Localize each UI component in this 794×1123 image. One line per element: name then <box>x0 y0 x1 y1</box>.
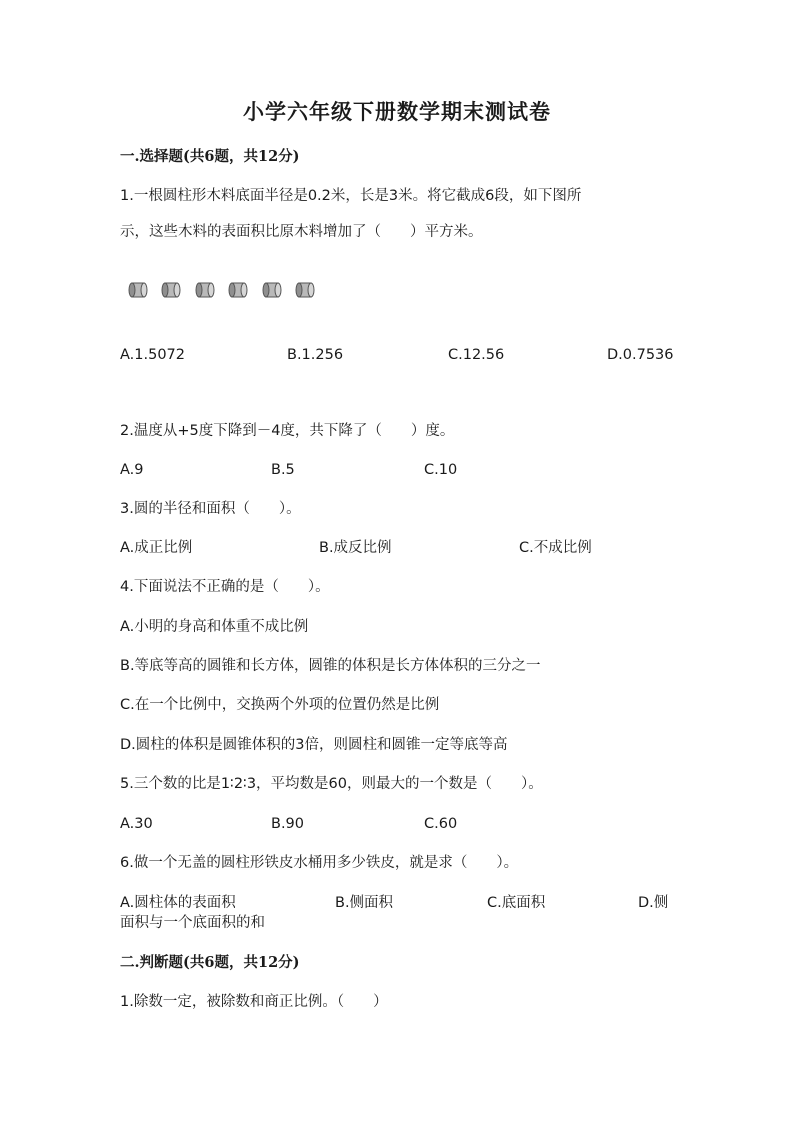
q6-option-d: D.侧 <box>638 895 669 911</box>
q1-option-b: B.1.256 <box>287 347 344 363</box>
q3-option-a: A.成正比例 <box>120 540 193 556</box>
q1-option-d: D.0.7536 <box>607 347 674 363</box>
cylinder-piece-icon <box>128 281 148 299</box>
judge-question-1: 1.除数一定，被除数和商正比例。（ ） <box>120 994 388 1010</box>
question-1-line-2: 示，这些木料的表面积比原木料增加了（ ）平方米。 <box>120 224 483 240</box>
q5-option-b: B.90 <box>271 816 305 832</box>
q2-option-b: B.5 <box>271 462 295 478</box>
question-6: 6.做一个无盖的圆柱形铁皮水桶用多少铁皮，就是求（ ）。 <box>120 855 519 871</box>
q5-option-c: C.60 <box>424 816 458 832</box>
cylinder-piece-icon <box>295 281 315 299</box>
q2-option-c: C.10 <box>424 462 458 478</box>
q1-option-c: C.12.56 <box>448 347 505 363</box>
section-header-judge: 二.判断题(共6题，共12分) <box>120 954 300 971</box>
q3-option-b: B.成反比例 <box>319 540 392 556</box>
q6-option-a: A.圆柱体的表面积 <box>120 895 236 911</box>
q1-option-a: A.1.5072 <box>120 347 186 363</box>
section-header-choice: 一.选择题(共6题，共12分) <box>120 148 300 165</box>
cylinder-piece-icon <box>195 281 215 299</box>
question-2: 2.温度从+5度下降到－4度，共下降了（ ）度。 <box>120 423 455 439</box>
q2-option-a: A.9 <box>120 462 144 478</box>
question-4: 4.下面说法不正确的是（ ）。 <box>120 579 330 595</box>
page-title: 小学六年级下册数学期末测试卷 <box>243 99 551 124</box>
q5-option-a: A.30 <box>120 816 153 832</box>
question-1-line-1: 1.一根圆柱形木料底面半径是0.2米，长是3米。将它截成6段，如下图所 <box>120 188 582 204</box>
cylinder-piece-icon <box>228 281 248 299</box>
q6-option-b: B.侧面积 <box>335 895 394 911</box>
q4-option-a: A.小明的身高和体重不成比例 <box>120 619 309 635</box>
q3-option-c: C.不成比例 <box>519 540 592 556</box>
question-5: 5.三个数的比是1∶2∶3，平均数是60，则最大的一个数是（ ）。 <box>120 776 543 792</box>
cylinder-piece-icon <box>161 281 181 299</box>
q6-option-c: C.底面积 <box>487 895 546 911</box>
q4-option-c: C.在一个比例中，交换两个外项的位置仍然是比例 <box>120 697 440 713</box>
q6-option-d-continuation: 面积与一个底面积的和 <box>120 915 265 931</box>
q4-option-d: D.圆柱的体积是圆锥体积的3倍，则圆柱和圆锥一定等底等高 <box>120 737 508 753</box>
cylinder-piece-icon <box>262 281 282 299</box>
question-3: 3.圆的半径和面积（ ）。 <box>120 501 301 517</box>
q4-option-b: B.等底等高的圆锥和长方体，圆锥的体积是长方体体积的三分之一 <box>120 658 541 674</box>
